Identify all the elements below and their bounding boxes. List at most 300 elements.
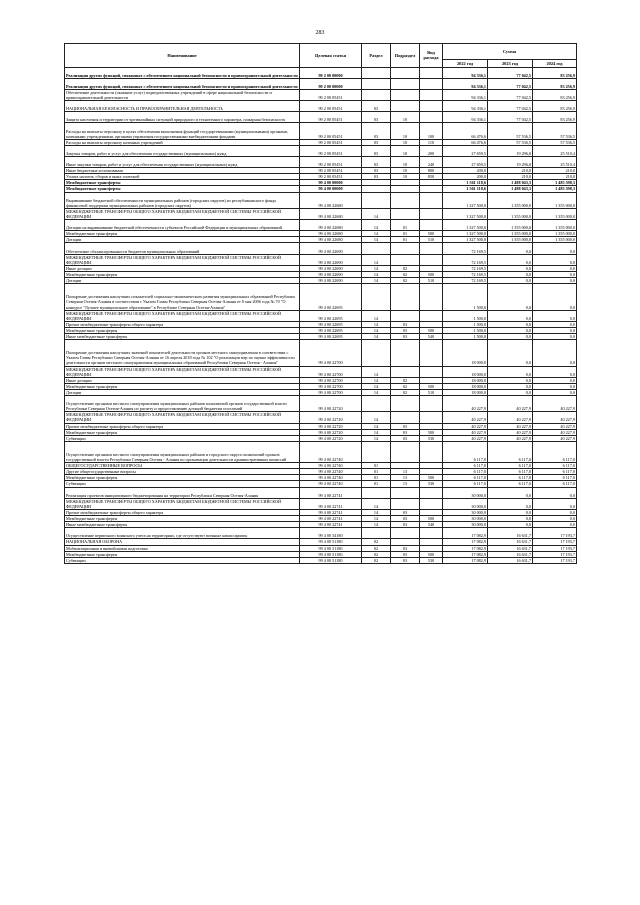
row-amount-2022: 1 500,0 xyxy=(443,327,488,333)
row-section: 03 xyxy=(362,139,391,145)
row-name: МЕЖБЮДЖЕТНЫЕ ТРАНСФЕРТЫ ОБЩЕГО ХАРАКТЕРА БЮДЖЕТАМ БЮДЖЕТНОЙ СИСТЕМЫ РОССИЙСКОЙ ФЕДЕРАЦИИ xyxy=(65,254,300,265)
row-target-article: 99 2 00 00000 xyxy=(300,78,362,89)
row-target-article: 99 2 00 05451 xyxy=(300,123,362,139)
row-amount-2024: 0,0 xyxy=(533,278,577,284)
row-name: НАЦИОНАЛЬНАЯ ОБОРОНА xyxy=(65,539,300,545)
row-amount-2024: 0,0 xyxy=(533,333,577,339)
row-subsection: 10 xyxy=(391,139,420,145)
row-section: 14 xyxy=(362,208,391,219)
row-section: 02 xyxy=(362,551,391,557)
row-expense-type xyxy=(420,220,443,231)
row-name: Выравнивание бюджетной обеспеченности муниципальных районов (городских округов) из республиканского фонда финансовой поддержки муниципальных районов (городских округов) xyxy=(65,192,300,208)
row-amount-2023: 0,0 xyxy=(488,310,533,321)
row-subsection: 10 xyxy=(391,174,420,180)
row-expense-type: 500 xyxy=(420,429,443,435)
row-amount-2023: 0,0 xyxy=(488,509,533,515)
row-subsection xyxy=(391,310,420,321)
row-name: Реализация других функций, связанных с обеспечением национальной безопасности и правоохранительной деятельности xyxy=(65,78,300,89)
row-subsection xyxy=(391,498,420,509)
row-amount-2022: 18 000,0 xyxy=(443,366,488,377)
header-year-2022: 2022 год xyxy=(443,60,488,68)
row-name: Прочие межбюджетные трансферты общего характера xyxy=(65,423,300,429)
row-amount-2024: 210,0 xyxy=(533,168,577,174)
table-row xyxy=(65,157,577,168)
row-amount-2022: 6 117,0 xyxy=(443,463,488,469)
table-row xyxy=(65,396,577,412)
row-section: 14 xyxy=(362,333,391,339)
table-row xyxy=(65,487,577,498)
row-amount-2023: 0,0 xyxy=(488,487,533,498)
row-section: 14 xyxy=(362,366,391,377)
row-amount-2024: 0,0 xyxy=(533,254,577,265)
table-row xyxy=(65,208,577,219)
row-expense-type: 530 xyxy=(420,481,443,487)
row-target-article: 99 4 00 22690 xyxy=(300,243,362,254)
row-name: МЕЖБЮДЖЕТНЫЕ ТРАНСФЕРТЫ ОБЩЕГО ХАРАКТЕРА БЮДЖЕТАМ БЮДЖЕТНОЙ СИСТЕМЫ РОССИЙСКОЙ ФЕДЕРАЦИИ xyxy=(65,498,300,509)
row-section: 03 xyxy=(362,123,391,139)
row-amount-2022: 72 169,5 xyxy=(443,271,488,277)
row-amount-2022: 18 000,0 xyxy=(443,377,488,383)
row-expense-type xyxy=(420,528,443,539)
row-section: 14 xyxy=(362,231,391,237)
row-amount-2024: 40 227,9 xyxy=(533,429,577,435)
row-name: Межбюджетные трансферты xyxy=(65,516,300,522)
row-subsection xyxy=(391,192,420,208)
row-amount-2022: 40 227,9 xyxy=(443,423,488,429)
row-expense-type xyxy=(420,78,443,89)
row-amount-2023: 0,0 xyxy=(488,383,533,389)
row-section: 02 xyxy=(362,557,391,563)
row-section xyxy=(362,528,391,539)
row-amount-2023: 6 117,0 xyxy=(488,463,533,469)
row-section: 03 xyxy=(362,157,391,168)
row-amount-2022: 200,0 xyxy=(443,168,488,174)
row-target-article: 99 4 00 22741 xyxy=(300,522,362,528)
row-amount-2023: 0,0 xyxy=(488,254,533,265)
row-amount-2023: 1 488 043,3 xyxy=(488,186,533,192)
row-name: Осуществление органами местного самоуправления муниципальных районов полномочий органов государственной власти Республики Северная Осетия-Алания по расчету и предоставлению дотаций бюджетам поселений xyxy=(65,396,300,412)
row-subsection: 02 xyxy=(391,265,420,271)
row-amount-2024: 83 256,9 xyxy=(533,112,577,123)
row-amount-2024: 17 193,7 xyxy=(533,528,577,539)
row-target-article: 99 4 00 22680 xyxy=(300,220,362,231)
row-amount-2024: 0,0 xyxy=(533,340,577,367)
row-name: МЕЖБЮДЖЕТНЫЕ ТРАНСФЕРТЫ ОБЩЕГО ХАРАКТЕРА БЮДЖЕТАМ БЮДЖЕТНОЙ СИСТЕМЫ РОССИЙСКОЙ ФЕДЕРАЦИИ xyxy=(65,208,300,219)
row-name: Межбюджетные трансферты xyxy=(65,231,300,237)
row-target-article: 99 4 00 51180 xyxy=(300,551,362,557)
row-amount-2024: 0,0 xyxy=(533,509,577,515)
header-expense-type: Вид расхода xyxy=(420,44,443,68)
row-amount-2024: 40 227,9 xyxy=(533,396,577,412)
row-amount-2024: 0,0 xyxy=(533,383,577,389)
row-name: Осуществление органами местного самоуправления муниципальных районов и городского округа полномочий органов государственной власти Республики Северная Осетия - Алания по организации деятельности административных комиссий xyxy=(65,441,300,462)
row-section: 14 xyxy=(362,377,391,383)
row-amount-2022: 40 227,9 xyxy=(443,435,488,441)
row-target-article: 99 4 00 00000 xyxy=(300,180,362,186)
row-amount-2022: 1 561 118,6 xyxy=(443,186,488,192)
row-amount-2023: 19 296,0 xyxy=(488,145,533,156)
row-subsection: 02 xyxy=(391,383,420,389)
row-target-article: 99 2 00 05451 xyxy=(300,139,362,145)
row-amount-2023: 1 488 043,3 xyxy=(488,180,533,186)
row-section: 02 xyxy=(362,545,391,551)
row-expense-type: 530 xyxy=(420,557,443,563)
row-name: Дотации на выравнивание бюджетной обеспеченности субъектов Российской Федерации и муниципальных образований xyxy=(65,220,300,231)
row-subsection: 01 xyxy=(391,220,420,231)
row-section: 14 xyxy=(362,389,391,395)
row-target-article: 99 4 00 22695 xyxy=(300,284,362,311)
row-subsection: 03 xyxy=(391,522,420,528)
row-name: МЕЖБЮДЖЕТНЫЕ ТРАНСФЕРТЫ ОБЩЕГО ХАРАКТЕРА БЮДЖЕТАМ БЮДЖЕТНОЙ СИСТЕМЫ РОССИЙСКОЙ ФЕДЕРАЦИИ xyxy=(65,310,300,321)
row-expense-type xyxy=(420,412,443,423)
row-amount-2024: 6 117,0 xyxy=(533,469,577,475)
row-section: 02 xyxy=(362,539,391,545)
row-section: 01 xyxy=(362,481,391,487)
row-target-article: 99 2 00 00000 xyxy=(300,67,362,78)
row-name: Иные дотации xyxy=(65,265,300,271)
row-amount-2023: 40 227,9 xyxy=(488,429,533,435)
row-target-article: 99 4 00 22720 xyxy=(300,423,362,429)
row-amount-2024: 1 355 000,0 xyxy=(533,231,577,237)
table-row xyxy=(65,340,577,367)
page-number: 283 xyxy=(315,30,325,36)
row-amount-2024: 0,0 xyxy=(533,284,577,311)
header-target-article: Целевая статья xyxy=(300,44,362,68)
row-amount-2024: 57 536,5 xyxy=(533,123,577,139)
row-name: МЕЖБЮДЖЕТНЫЕ ТРАНСФЕРТЫ ОБЩЕГО ХАРАКТЕРА БЮДЖЕТАМ БЮДЖЕТНОЙ СИСТЕМЫ РОССИЙСКОЙ ФЕДЕРАЦИИ xyxy=(65,366,300,377)
row-subsection xyxy=(391,412,420,423)
row-subsection: 13 xyxy=(391,475,420,481)
row-expense-type: 500 xyxy=(420,383,443,389)
row-expense-type: 500 xyxy=(420,327,443,333)
row-subsection: 03 xyxy=(391,333,420,339)
row-name: Реализация других функций, связанных с обеспечением национальной безопасности и правоохранительной деятельности xyxy=(65,67,300,78)
row-name: НАЦИОНАЛЬНАЯ БЕЗОПАСНОСТЬ И ПРАВООХРАНИТЕЛЬНАЯ ДЕЯТЕЛЬНОСТЬ xyxy=(65,101,300,112)
row-section: 14 xyxy=(362,435,391,441)
row-amount-2022: 1 500,0 xyxy=(443,321,488,327)
budget-table-container xyxy=(64,43,576,564)
row-amount-2023: 0,0 xyxy=(488,243,533,254)
row-subsection: 03 xyxy=(391,429,420,435)
row-subsection: 10 xyxy=(391,168,420,174)
row-amount-2024: 0,0 xyxy=(533,321,577,327)
row-expense-type: 500 xyxy=(420,475,443,481)
row-target-article: 99 4 00 51180 xyxy=(300,557,362,563)
row-subsection xyxy=(391,441,420,462)
row-name: Субвенции xyxy=(65,557,300,563)
row-amount-2024: 0,0 xyxy=(533,498,577,509)
row-target-article: 99 4 00 22680 xyxy=(300,237,362,243)
row-name: Расходы на выплаты персоналу в целях обеспечения выполнения функций государственными (муниципальными) органами, казенными учреждениями, органами управления государственными внебюджетными фондами xyxy=(65,123,300,139)
row-name: Субвенции xyxy=(65,435,300,441)
row-section xyxy=(362,89,391,100)
row-amount-2024: 6 117,0 xyxy=(533,463,577,469)
row-section: 14 xyxy=(362,429,391,435)
row-amount-2023: 1 355 000,0 xyxy=(488,231,533,237)
table-row xyxy=(65,528,577,539)
row-name: Защита населения и территории от чрезвычайных ситуаций природного и техногенного характера, пожарная безопасность xyxy=(65,112,300,123)
table-row xyxy=(65,284,577,311)
row-section: 03 xyxy=(362,112,391,123)
row-amount-2024: 6 117,0 xyxy=(533,475,577,481)
row-amount-2022: 72 169,5 xyxy=(443,278,488,284)
table-row xyxy=(65,557,577,563)
row-amount-2024: 0,0 xyxy=(533,522,577,528)
table-row xyxy=(65,243,577,254)
row-amount-2024: 83 256,9 xyxy=(533,101,577,112)
row-amount-2022: 40 227,9 xyxy=(443,429,488,435)
row-amount-2024: 0,0 xyxy=(533,377,577,383)
row-expense-type: 510 xyxy=(420,278,443,284)
row-subsection xyxy=(391,89,420,100)
row-subsection xyxy=(391,396,420,412)
row-section: 01 xyxy=(362,475,391,481)
row-expense-type xyxy=(420,101,443,112)
table-row xyxy=(65,112,577,123)
row-target-article: 99 4 00 22720 xyxy=(300,396,362,412)
row-name: Прочие межбюджетные трансферты общего характера xyxy=(65,509,300,515)
row-subsection: 03 xyxy=(391,435,420,441)
table-row xyxy=(65,123,577,139)
row-target-article: 99 4 00 22690 xyxy=(300,278,362,284)
table-row xyxy=(65,366,577,377)
row-amount-2024: 1 355 000,0 xyxy=(533,237,577,243)
row-amount-2022: 1 500,0 xyxy=(443,333,488,339)
row-name: Иные дотации xyxy=(65,377,300,383)
row-target-article: 99 4 00 22700 xyxy=(300,383,362,389)
row-name: МЕЖБЮДЖЕТНЫЕ ТРАНСФЕРТЫ ОБЩЕГО ХАРАКТЕРА БЮДЖЕТАМ БЮДЖЕТНОЙ СИСТЕМЫ РОССИЙСКОЙ ФЕДЕРАЦИИ xyxy=(65,412,300,423)
row-amount-2022: 1 561 118,6 xyxy=(443,180,488,186)
row-amount-2024: 0,0 xyxy=(533,327,577,333)
row-expense-type: 530 xyxy=(420,435,443,441)
row-name: Межбюджетные трансферты xyxy=(65,327,300,333)
table-row xyxy=(65,220,577,231)
table-row xyxy=(65,145,577,156)
row-target-article: 99 4 00 22700 xyxy=(300,340,362,367)
row-subsection xyxy=(391,487,420,498)
row-amount-2023: 6 117,0 xyxy=(488,481,533,487)
row-target-article: 99 4 00 51180 xyxy=(300,539,362,545)
row-target-article: 99 4 00 22700 xyxy=(300,377,362,383)
row-amount-2024: 25 510,4 xyxy=(533,145,577,156)
row-section: 03 xyxy=(362,101,391,112)
row-target-article: 99 4 00 22720 xyxy=(300,412,362,423)
row-amount-2024: 1 355 000,0 xyxy=(533,220,577,231)
row-amount-2023: 0,0 xyxy=(488,498,533,509)
row-amount-2022: 30 000,0 xyxy=(443,522,488,528)
row-amount-2022: 6 117,0 xyxy=(443,469,488,475)
row-name: ОБЩЕГОСУДАРСТВЕННЫЕ ВОПРОСЫ xyxy=(65,463,300,469)
row-amount-2022: 72 169,5 xyxy=(443,254,488,265)
row-section: 14 xyxy=(362,516,391,522)
row-name: Другие общегосударственные вопросы xyxy=(65,469,300,475)
row-amount-2024: 6 117,0 xyxy=(533,441,577,462)
row-amount-2023: 0,0 xyxy=(488,327,533,333)
table-row xyxy=(65,254,577,265)
row-amount-2024: 40 227,9 xyxy=(533,435,577,441)
row-amount-2024: 0,0 xyxy=(533,271,577,277)
row-expense-type xyxy=(420,192,443,208)
row-target-article: 99 4 00 22695 xyxy=(300,321,362,327)
row-amount-2022: 72 169,5 xyxy=(443,265,488,271)
row-subsection xyxy=(391,78,420,89)
row-amount-2022: 40 227,9 xyxy=(443,412,488,423)
row-section xyxy=(362,67,391,78)
row-amount-2023: 0,0 xyxy=(488,377,533,383)
table-row xyxy=(65,310,577,321)
row-name: Иные межбюджетные трансферты xyxy=(65,333,300,339)
row-amount-2022: 6 117,0 xyxy=(443,441,488,462)
row-target-article: 99 4 00 22695 xyxy=(300,327,362,333)
row-name: Поощрение достижения наилучших показателей социально-экономического развития муниципальных образований Республики Северная Осетия-Алания в соответствии с Указом Главы Республики Северная Осетия-Алания от 6 мая 2006 года № 70 "О конкурсе "Лучшее муниципальное образование" в Республике Северная Осетия-Алания" xyxy=(65,284,300,311)
row-subsection: 02 xyxy=(391,377,420,383)
row-amount-2023: 0,0 xyxy=(488,389,533,395)
row-amount-2022: 94 336,1 xyxy=(443,67,488,78)
row-amount-2023: 77 042,5 xyxy=(488,89,533,100)
row-section: 14 xyxy=(362,412,391,423)
row-target-article: 99 4 00 22690 xyxy=(300,254,362,265)
row-expense-type: 850 xyxy=(420,174,443,180)
row-target-article: 99 4 00 22700 xyxy=(300,366,362,377)
row-target-article: 99 2 00 05451 xyxy=(300,89,362,100)
row-name: Реализация проектов инициативного бюджетирования на территории Республики Северная Осетия-Алания xyxy=(65,487,300,498)
row-name: Прочие межбюджетные трансферты общего характера xyxy=(65,321,300,327)
row-amount-2023: 57 536,5 xyxy=(488,139,533,145)
row-section xyxy=(362,192,391,208)
row-target-article: 99 4 00 22690 xyxy=(300,265,362,271)
row-subsection xyxy=(391,243,420,254)
row-amount-2024: 0,0 xyxy=(533,487,577,498)
row-expense-type xyxy=(420,498,443,509)
row-expense-type xyxy=(420,254,443,265)
row-amount-2022: 1 500,0 xyxy=(443,284,488,311)
row-subsection xyxy=(391,67,420,78)
row-name: Мобилизационная и вневойсковая подготовка xyxy=(65,545,300,551)
row-amount-2023: 210,0 xyxy=(488,174,533,180)
row-amount-2024: 0,0 xyxy=(533,243,577,254)
row-target-article: 99 4 00 22740 xyxy=(300,481,362,487)
row-amount-2022: 17 082,9 xyxy=(443,557,488,563)
row-section: 14 xyxy=(362,423,391,429)
row-subsection: 02 xyxy=(391,389,420,395)
row-expense-type: 240 xyxy=(420,157,443,168)
header-section: Раздел xyxy=(362,44,391,68)
table-row xyxy=(65,89,577,100)
row-subsection: 10 xyxy=(391,145,420,156)
row-amount-2023: 77 042,5 xyxy=(488,112,533,123)
table-row xyxy=(65,412,577,423)
row-amount-2023: 210,0 xyxy=(488,168,533,174)
row-amount-2022: 17 082,9 xyxy=(443,545,488,551)
row-amount-2024: 210,0 xyxy=(533,174,577,180)
row-amount-2023: 0,0 xyxy=(488,321,533,327)
row-expense-type xyxy=(420,112,443,123)
row-expense-type: 110 xyxy=(420,139,443,145)
row-amount-2023: 77 042,5 xyxy=(488,67,533,78)
row-name: Поощрение достижения наилучших значений показателей деятельности органов местного самоуправления в соответствии с Указом Главы Республики Северная Осетия-Алания от 16 апреля 2018 года № 102 "О реализации мер по оценке эффективности деятельности органов местного самоуправления муниципальных образований Республики Северная Осетия - Алания" xyxy=(65,340,300,367)
row-name: Дотации xyxy=(65,237,300,243)
row-subsection: 03 xyxy=(391,321,420,327)
row-amount-2024: 0,0 xyxy=(533,265,577,271)
row-subsection xyxy=(391,208,420,219)
header-year-2023: 2023 год xyxy=(488,60,533,68)
header-subsection: Подраздел xyxy=(391,44,420,68)
row-subsection: 10 xyxy=(391,123,420,139)
row-name: Обеспечение деятельности (оказание услуг) подведомственных учреждений в сфере национальной безопасности и правоохранительной деятельности xyxy=(65,89,300,100)
row-amount-2022: 66 476,6 xyxy=(443,139,488,145)
row-amount-2023: 6 117,0 xyxy=(488,441,533,462)
table-row xyxy=(65,67,577,78)
row-amount-2023: 0,0 xyxy=(488,333,533,339)
row-subsection: 01 xyxy=(391,237,420,243)
row-name: Межбюджетные трансферты xyxy=(65,429,300,435)
row-name: Расходы на выплаты персоналу казенных учреждений xyxy=(65,139,300,145)
row-target-article: 99 4 00 22741 xyxy=(300,487,362,498)
row-target-article: 99 4 00 22695 xyxy=(300,310,362,321)
row-amount-2022: 72 169,5 xyxy=(443,243,488,254)
row-subsection: 03 xyxy=(391,551,420,557)
row-amount-2022: 30 000,0 xyxy=(443,516,488,522)
row-target-article: 99 2 00 05451 xyxy=(300,101,362,112)
row-section: 14 xyxy=(362,498,391,509)
row-amount-2022: 1 327 500,0 xyxy=(443,220,488,231)
row-target-article: 99 4 00 54180 xyxy=(300,528,362,539)
row-subsection xyxy=(391,366,420,377)
row-amount-2022: 40 227,9 xyxy=(443,396,488,412)
row-subsection: 03 xyxy=(391,327,420,333)
row-amount-2022: 94 336,1 xyxy=(443,101,488,112)
row-amount-2023: 77 042,5 xyxy=(488,78,533,89)
row-subsection: 03 xyxy=(391,509,420,515)
row-target-article: 99 4 00 22680 xyxy=(300,192,362,208)
row-amount-2024: 0,0 xyxy=(533,389,577,395)
table-body xyxy=(65,67,577,563)
row-section xyxy=(362,487,391,498)
row-amount-2024: 83 256,9 xyxy=(533,67,577,78)
row-expense-type xyxy=(420,366,443,377)
header-name: Наименование xyxy=(65,44,300,68)
row-amount-2022: 1 327 500,0 xyxy=(443,237,488,243)
row-amount-2022: 94 336,1 xyxy=(443,89,488,100)
row-amount-2024: 1 485 598,3 xyxy=(533,180,577,186)
row-subsection: 02 xyxy=(391,271,420,277)
row-amount-2022: 200,0 xyxy=(443,174,488,180)
row-subsection: 02 xyxy=(391,278,420,284)
row-name: Иные закупки товаров, работ и услуг для обеспечения государственных (муниципальных) нужд xyxy=(65,157,300,168)
row-name: Закупка товаров, работ и услуг для обеспечения государственных (муниципальных) нужд xyxy=(65,145,300,156)
row-target-article: 99 4 00 51180 xyxy=(300,545,362,551)
table-header-row xyxy=(65,44,577,60)
row-name: Иные бюджетные ассигнования xyxy=(65,168,300,174)
row-section: 14 xyxy=(362,321,391,327)
row-amount-2023: 16 631,7 xyxy=(488,528,533,539)
row-section: 14 xyxy=(362,254,391,265)
row-target-article: 99 2 00 05451 xyxy=(300,145,362,156)
row-target-article: 99 4 00 22690 xyxy=(300,271,362,277)
row-name: Осуществление первичного воинского учета на территориях, где отсутствуют военные комиссариаты xyxy=(65,528,300,539)
row-expense-type: 500 xyxy=(420,516,443,522)
row-amount-2023: 19 296,0 xyxy=(488,157,533,168)
row-amount-2022: 27 659,5 xyxy=(443,157,488,168)
row-section xyxy=(362,243,391,254)
row-subsection: 03 xyxy=(391,545,420,551)
row-amount-2023: 0,0 xyxy=(488,278,533,284)
row-amount-2024: 17 193,7 xyxy=(533,551,577,557)
row-amount-2024: 83 256,9 xyxy=(533,78,577,89)
row-name: Субвенции xyxy=(65,481,300,487)
header-amount: Сумма xyxy=(443,44,577,60)
row-target-article: 99 4 00 22680 xyxy=(300,231,362,237)
